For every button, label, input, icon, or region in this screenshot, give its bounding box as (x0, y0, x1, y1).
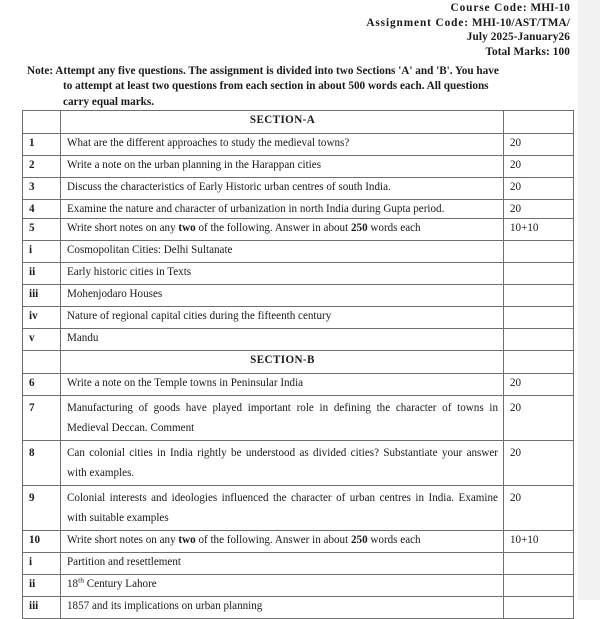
table-row (23, 531, 574, 553)
row-number: 10 (23, 531, 61, 553)
row-text: Cosmopolitan Cities: Delhi Sultanate (61, 241, 504, 263)
note-prefix: Note: (27, 65, 54, 77)
row-text-pre: Write short notes on any (67, 534, 179, 547)
note-line-1 (27, 64, 573, 79)
row-text (61, 219, 504, 241)
row-text-emphasis-1: two (178, 222, 196, 235)
row-marks: 20 (504, 396, 574, 441)
row-text-emphasis-2: 250 (350, 534, 368, 547)
instructions-note (27, 64, 573, 110)
section-a-marks-cell (504, 111, 574, 134)
row-number: i (23, 241, 61, 263)
assignment-code-value: MHI-10/AST/TMA/ (471, 16, 570, 29)
row-marks: 10+10 (504, 531, 574, 553)
table-row (23, 241, 574, 263)
row-text: Mandu (61, 329, 504, 351)
row-text: Write a note on the Temple towns in Peninsular India (61, 374, 504, 396)
header-line-course-code (366, 1, 570, 16)
row-marks (504, 553, 574, 575)
table-row (23, 441, 574, 486)
questions-table (22, 110, 574, 619)
page-edge-shadow (578, 0, 600, 600)
ordinal-suffix: th (78, 575, 85, 585)
row-text (61, 575, 504, 597)
row-text (61, 531, 504, 553)
row-marks (504, 285, 574, 307)
row-text: Write a note on the urban planning in the Harappan cities (61, 156, 504, 178)
row-number: iii (23, 285, 61, 307)
row-text-mid: of the following. Answer in about (195, 222, 351, 235)
assignment-header (366, 1, 570, 59)
table-row (23, 285, 574, 307)
section-b-label: SECTION-B (61, 351, 504, 374)
row-text-emphasis-1: two (178, 534, 196, 547)
row-text: What are the different approaches to study the medieval towns? (61, 134, 504, 156)
table-row (23, 219, 574, 241)
table-row (23, 156, 574, 178)
section-a-label: SECTION-A (61, 111, 504, 134)
row-number: 1 (23, 134, 61, 156)
note-line-2: to attempt at least two questions from each section in about 500 words each. All questions (63, 80, 489, 93)
row-marks (504, 307, 574, 329)
header-line-assignment-code (366, 16, 570, 31)
assignment-code-label: Assignment Code: (366, 16, 469, 29)
row-number: iv (23, 307, 61, 329)
row-text: Nature of regional capital cities during the fifteenth century (61, 307, 504, 329)
table-row (23, 486, 574, 531)
table-row (23, 597, 574, 619)
row-marks (504, 241, 574, 263)
table-row (23, 329, 574, 351)
row-marks: 20 (504, 486, 574, 531)
table-row (23, 307, 574, 329)
row-number: 2 (23, 156, 61, 178)
row-text-post: Century Lahore (84, 578, 157, 591)
row-marks: 20 (504, 200, 574, 219)
row-number: 5 (23, 219, 61, 241)
table-row (23, 178, 574, 200)
row-number: iii (23, 597, 61, 619)
table-row (23, 134, 574, 156)
row-text: Examine the nature and character of urbanization in north India during Gupta period. (61, 200, 504, 219)
row-marks: 10+10 (504, 219, 574, 241)
row-marks: 20 (504, 156, 574, 178)
row-text: Can colonial cities in India rightly be understood as divided cities? Substantiate your answer with examples. (61, 441, 504, 486)
row-text-mid: of the following. Answer in about (195, 534, 351, 547)
session-value: July 2025-January26 (466, 31, 570, 44)
row-marks (504, 597, 574, 619)
table-row (23, 553, 574, 575)
section-a-num-cell (23, 111, 61, 134)
row-number: 3 (23, 178, 61, 200)
row-text: 1857 and its implications on urban planning (61, 597, 504, 619)
row-marks: 20 (504, 134, 574, 156)
header-line-session (366, 30, 570, 45)
row-text: Colonial interests and ideologies influenced the character of urban centres in India. Examine with suitable examples (61, 486, 504, 531)
course-code-value: MHI-10 (530, 2, 570, 14)
section-a-header-row (23, 111, 574, 134)
header-line-total-marks (366, 45, 570, 60)
section-b-marks-cell (504, 351, 574, 374)
row-number: 9 (23, 486, 61, 531)
table-row (23, 575, 574, 597)
row-text-post: words each (367, 222, 421, 235)
row-marks (504, 263, 574, 285)
row-number: ii (23, 263, 61, 285)
row-number: v (23, 329, 61, 351)
row-text-post: words each (367, 534, 421, 547)
row-marks: 20 (504, 441, 574, 486)
row-marks (504, 575, 574, 597)
row-number: 8 (23, 441, 61, 486)
row-number: 7 (23, 396, 61, 441)
note-line-3: carry equal marks. (63, 95, 155, 108)
row-number: ii (23, 575, 61, 597)
section-b-num-cell (23, 351, 61, 374)
row-text-pre: 18 (67, 578, 79, 591)
row-text-pre: Write short notes on any (67, 222, 179, 235)
table-row (23, 200, 574, 219)
row-text: Partition and resettlement (61, 553, 504, 575)
row-text-emphasis-2: 250 (350, 222, 368, 235)
row-number: 4 (23, 200, 61, 219)
row-marks: 20 (504, 374, 574, 396)
row-marks (504, 329, 574, 351)
course-code-label: Course Code: (450, 2, 528, 14)
note-text-1: Attempt any five questions. The assignment is divided into two Sections 'A' and 'B'. You have (55, 65, 499, 77)
row-text: Mohenjodaro Houses (61, 285, 504, 307)
section-b-header-row (23, 351, 574, 374)
table-row (23, 396, 574, 441)
row-number: i (23, 553, 61, 575)
table-row (23, 263, 574, 285)
row-text: Early historic cities in Texts (61, 263, 504, 285)
row-number: 6 (23, 374, 61, 396)
row-text: Discuss the characteristics of Early Historic urban centres of south India. (61, 178, 504, 200)
row-marks: 20 (504, 178, 574, 200)
total-marks-value: Total Marks: 100 (485, 45, 570, 58)
table-row (23, 374, 574, 396)
row-text: Manufacturing of goods have played important role in defining the character of towns in Medieval Deccan. Comment (61, 396, 504, 441)
